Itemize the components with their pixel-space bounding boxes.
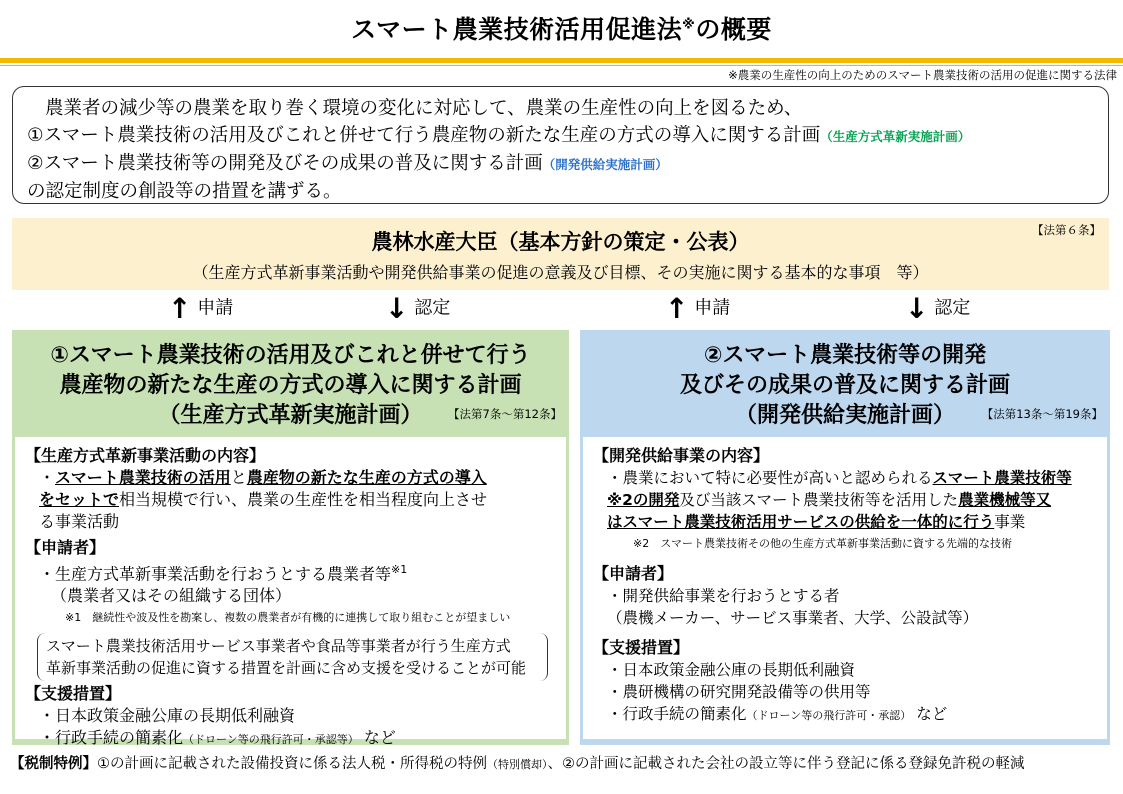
minister-article: 【法第６条】 — [1032, 223, 1101, 237]
plan-2-section-support: 【支援措置】 — [593, 638, 690, 657]
plan-2-ul-2: ※2の開発 — [607, 491, 680, 509]
plan-1-applicant-text: ・生産方式革新事業活動を行おうとする農業者等 — [39, 564, 392, 584]
title-underline-thin — [0, 65, 1123, 66]
title-underline — [0, 58, 1123, 63]
plan-1-applicant-sub: （農業者又はその組織する団体） — [51, 586, 292, 606]
plan-2-head-1: ②スマート農業技術等の開発 — [703, 343, 987, 368]
right-certify-label: 認定 — [934, 297, 971, 319]
right-apply-arrow — [665, 292, 730, 325]
plan-2-header — [583, 333, 1107, 437]
plan-1-support-2-small: （ドローン等の飛行許可・承認等） — [183, 733, 359, 747]
plan-1-head-2: 農産物の新たな生産の方式の導入に関する計画 — [59, 373, 522, 398]
plan-2-content-line-2 — [593, 489, 1097, 511]
plan-2-panel — [580, 330, 1110, 745]
plan-1-support-2-text: ・行政手続の簡素化 — [39, 728, 184, 748]
minister-subtitle: （生産方式革新事業活動や開発供給事業の促進の意義及び目標、その実施に関する基本的な事項 等） — [192, 263, 929, 282]
plan-2-content-line-3 — [593, 511, 1097, 533]
plan-1-bracket-line-2: 革新事業活動の促進に資する措置を計画に含め支援を受けることが可能 — [46, 659, 527, 678]
plan-1-head-3: （生産方式革新実施計画） — [158, 403, 423, 428]
intro-line-3 — [27, 150, 1094, 178]
intro-line-2-text: ①スマート農業技術の活用及びこれと併せて行う農産物の新たな生産の方式の導入に関する計画 — [27, 125, 821, 146]
minister-box — [12, 218, 1109, 290]
plan-2-applicant-line: ・開発供給事業を行おうとする者 — [607, 587, 840, 605]
footer-text-1: ①の計画に記載された設備投資に係る法人税・所得税の特例 — [97, 756, 487, 772]
tax-special-footer — [10, 752, 1025, 773]
plan-2-ul-1: スマート農業技術等 — [932, 469, 1072, 487]
intro-line-2 — [27, 122, 1094, 150]
arrow-down-icon: ↓ — [905, 292, 929, 325]
arrow-up-icon: ↑ — [168, 292, 192, 325]
plan-1-applicant-line — [25, 559, 556, 585]
title-text: スマート農業技術活用促進法 — [351, 15, 683, 44]
plan-2-ul-3: 農業機械等又 — [958, 491, 1052, 509]
title-mark: ※ — [682, 17, 696, 33]
plan-1-body — [15, 437, 566, 748]
plan-2-section-applicant: 【申請者】 — [593, 564, 674, 583]
plan-2-content-text-b: 及び当該スマート農業技術等を活用した — [679, 491, 959, 509]
intro-line-3-text: ②スマート農業技術等の開発及びその成果の普及に関する計画 — [27, 153, 543, 174]
intro-line-3-tag: （開発供給実施計画） — [542, 157, 668, 172]
right-certify-arrow — [905, 292, 970, 325]
plan-1-section-applicant: 【申請者】 — [25, 538, 106, 557]
plan-2-note-2: ※2 スマート農業技術その他の生産方式革新事業活動に資する先端的な技術 — [633, 537, 1012, 550]
arrow-up-icon: ↑ — [665, 292, 689, 325]
plan-2-section-content: 【開発供給事業の内容】 — [593, 446, 770, 465]
minister-title: 農林水産大臣（基本方針の策定・公表） — [371, 230, 750, 254]
left-certify-arrow — [385, 292, 450, 325]
plan-2-support-1: ・日本政策金融公庫の長期低利融資 — [607, 661, 856, 679]
left-apply-arrow — [168, 292, 233, 325]
bullet: ・ — [39, 468, 56, 487]
left-certify-label: 認定 — [414, 297, 451, 319]
plan-2-body — [583, 437, 1107, 739]
plan-1-head-1: ①スマート農業技術の活用及びこれと併せて行う — [50, 343, 531, 368]
plan-2-head-2: 及びその成果の普及に関する計画 — [679, 373, 1010, 398]
arrow-down-icon: ↓ — [385, 292, 409, 325]
plan-2-support-3-end: など — [916, 705, 948, 723]
plan-2-support-3-text: ・行政手続の簡素化 — [607, 705, 747, 723]
plan-1-content-text: 相当規模で行い、農業の生産性を相当程度向上させ — [119, 490, 488, 509]
plan-1-applicant-mark: ※1 — [391, 563, 408, 576]
title-suffix: の概要 — [695, 15, 772, 44]
plan-1-ul-3: をセットで — [39, 490, 120, 509]
plan-2-applicant-sub: （農機メーカー、サービス事業者、大学、公設試等） — [607, 609, 979, 627]
plan-1-support-2-end: など — [363, 728, 396, 748]
intro-box — [12, 86, 1109, 204]
footer-label: 【税制特例】 — [10, 756, 97, 772]
plan-2-head-3: （開発供給実施計画） — [734, 403, 955, 428]
plan-1-bracket-note — [37, 633, 548, 681]
page-title — [0, 10, 1123, 46]
plan-1-content-line-2 — [25, 489, 556, 511]
plan-1-article: 【法第7条～第12条】 — [448, 407, 562, 421]
law-full-name-note: ※農業の生産性の向上のためのスマート農業技術の活用の促進に関する法律 — [728, 68, 1117, 82]
intro-line-2-tag: （生産方式革新実施計画） — [820, 129, 971, 144]
plan-1-bracket-line-1: スマート農業技術活用サービス事業者や食品等事業者が行う生産方式 — [46, 637, 511, 656]
footer-small: （特別償却） — [487, 758, 548, 771]
plan-2-support-2: ・農研機構の研究開発設備等の供用等 — [607, 683, 871, 701]
footer-text-2: 、②の計画に記載された会社の設立等に伴う登記に係る登録免許税の軽減 — [547, 756, 1025, 772]
intro-line-1: 農業者の減少等の農業を取り巻く環境の変化に対応して、農業の生産性の向上を図るため、 — [45, 98, 803, 119]
plan-1-ul-2: 農産物の新たな生産の方式の導入 — [246, 468, 487, 487]
plan-2-ul-4: はスマート農業技術活用サービスの供給を一体的に行う — [607, 513, 995, 531]
plan-1-content-line-3: る事業活動 — [39, 512, 120, 531]
left-apply-label: 申請 — [197, 297, 234, 319]
plan-1-support-1: ・日本政策金融公庫の長期低利融資 — [39, 706, 296, 726]
plan-1-support-2 — [25, 727, 556, 751]
plan-1-content-line-1 — [25, 467, 556, 489]
plan-2-support-3 — [593, 703, 1097, 727]
plan-1-and: と — [230, 468, 247, 487]
plan-2-content-text-c: 事業 — [994, 513, 1026, 531]
plan-2-content-text-a: ・農業において特に必要性が高いと認められる — [607, 469, 933, 487]
plan-1-header — [15, 333, 566, 437]
plan-1-ul-1: スマート農業技術の活用 — [55, 468, 231, 487]
plan-2-content-line-1 — [593, 467, 1097, 489]
plan-1-note-1: ※1 継続性や波及性を勘案し、複数の農業者が有機的に連携して取り組むことが望ましい — [65, 611, 511, 625]
plan-1-panel — [12, 330, 569, 748]
plan-1-section-content: 【生産方式革新事業活動の内容】 — [25, 446, 266, 465]
right-apply-label: 申請 — [694, 297, 731, 319]
plan-1-section-support: 【支援措置】 — [25, 684, 122, 704]
plan-2-article: 【法第13条～第19条】 — [981, 407, 1103, 421]
plan-2-support-3-small: （ドローン等の飛行許可・承認） — [746, 709, 912, 722]
intro-line-4: の認定制度の創設等の措置を講ずる。 — [27, 181, 342, 202]
